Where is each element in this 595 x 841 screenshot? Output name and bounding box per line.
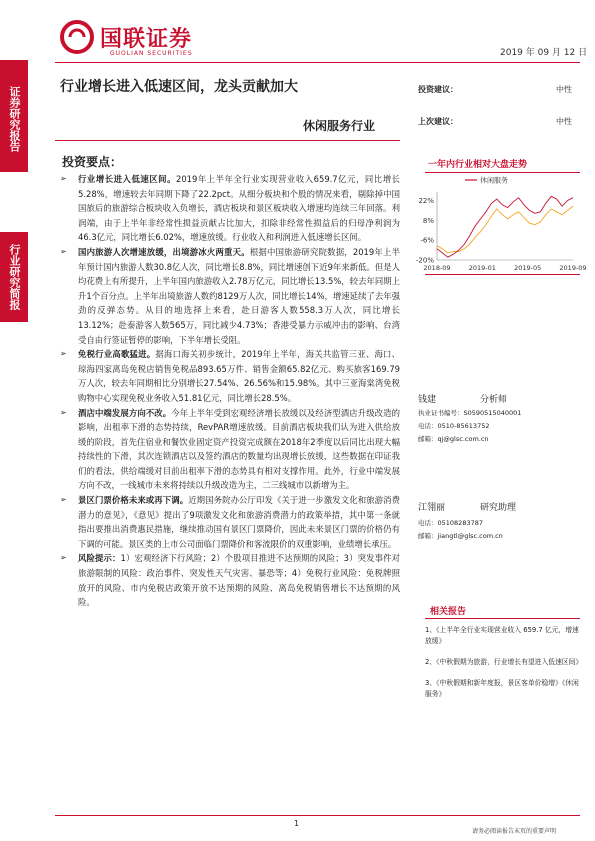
guolian-logo-icon — [60, 20, 94, 54]
arrow-bullet-icon: ➢ — [60, 246, 67, 256]
previous-rating-label: 上次建议： — [418, 117, 458, 126]
paragraph-lead: 免税行业高歌猛进。 — [78, 349, 156, 360]
relative-performance-chart — [405, 172, 587, 277]
related-divider — [425, 618, 580, 619]
chart-y-tick-label: -6% — [420, 236, 434, 245]
paragraph-lead: 国内旅游人次增速放缓，出境游冰火两重天。 — [78, 246, 250, 257]
arrow-bullet-icon: ➢ — [60, 495, 67, 505]
analyst-cert: 执业证书编号：S0590515040001 — [418, 409, 522, 417]
report-body — [58, 172, 400, 610]
report-date: 2019 年 09 月 12 日 — [500, 48, 588, 58]
related-reports-heading: 相关报告 — [430, 607, 467, 617]
paragraph-text: 近期国务院办公厅印发《关于进一步激发文化和旅游消费潜力的意见》，《意见》提出了9项激发文化和旅游消费潜力的政策举措，其中第一条就指出要推出消费惠民措施，继续推动国有景区门票降价，因此未来景区门票的价格仍有下调的可能。景区类的上市公司面临门票降价和客流限价的双重影响，业绩增长承压。 — [78, 495, 401, 549]
paragraph-text: 今年上半年受到宏观经济增长放缓以及经济型酒店升级改造的影响，出租率下滑的态势持续，RevPAR增速放缓。目前酒店板块我们认为进入供给放缓的阶段，首先住宿业和餐饮业固定资产投资完成额在2018年2季度以后同比出现大幅持续性的下滑，其次连锁酒店以及签约酒店的数量均出现增长放缓，这些数据在印证我们的看法，供给端缓对目前出租率下滑的态势具有相对支撑作用。此外，行业中端发展方向不改，一线城市未来将持续以升级改造为主，二三线城市以新增为主。 — [78, 407, 401, 491]
paragraph-text: 根据中国旅游研究院数据，2019年上半年预计国内旅游人数30.8亿人次，同比增长8.8%，同比增速创下近9年来新低。但是人均花费上有所提升，上半年国内旅游收入2.78万亿元，同比增长13.5%，较去年同期上升1个百分点。上半年出境旅游人数约8129万人次，同比增长14%，增速延续了去年强劲的反弹态势。从目的地选择上来看，赴日游客人数558.3万人次，同比增长13.12%；赴泰游客人数565万，同比减少4.73%；香港受暴力示威冲击的影响、台湾受自由行签证暂停的影响，下半年增长受阻。 — [78, 246, 400, 345]
analyst-name: 江翎丽 — [418, 503, 446, 513]
paragraph-text: 据海口海关初步统计，2019年上半年，海关共监管三亚、海口、琼海四家离岛免税店销售免税品893.65万件、销售金额65.82亿元、购买旅客169.79万人次，较去年同期相比分别增长27.54%、26.56%和15.98%。其中三亚海棠湾免税购物中心实现免税业务收入51.81亿元，同比增长28.5%。 — [78, 349, 401, 403]
sidebar-report-type: 证券研究报告 — [0, 60, 28, 172]
chart-series-line — [437, 206, 573, 253]
report-title: 行业增长进入低速区间，龙头贡献加大 — [60, 79, 298, 95]
page-number: 1 — [294, 819, 300, 828]
investment-rating-label: 投资建议： — [418, 85, 458, 94]
title-divider — [55, 140, 400, 141]
analyst-phone: 电话：05108283787 — [418, 519, 483, 527]
paragraph-lead: 风险提示： — [78, 553, 121, 564]
logo-text-cn: 国联证券 — [100, 27, 193, 52]
paragraph-text: 1）宏观经济下行风险；2）个股项目推进不达预期的风险；3）突发事件对旅游限制的风险：政治事件、突发性天气灾害、暴恐等；4）免税行业风险：免税牌照放开的风险、市内免税店政策开放不达预期的风险、离岛免税销售增长不达预期的风险。 — [78, 553, 401, 608]
paragraph-lead: 酒店中端发展方向不改。 — [78, 407, 172, 418]
disclaimer-note: 请务必阅读报告末页的重要声明 — [472, 828, 557, 835]
logo-text-en: GUOLIAN SECURITIES — [110, 50, 193, 57]
industry-name: 休闲服务行业 — [303, 119, 376, 133]
paragraph-tourism — [58, 245, 400, 347]
related-reports-list — [425, 625, 582, 710]
analyst-email[interactable]: 邮箱：qj@glsc.com.cn — [418, 435, 489, 443]
investment-rating-value: 中性 — [556, 85, 572, 94]
previous-rating-value: 中性 — [556, 117, 572, 126]
paragraph-lead: 行业增长进入低速区间。 — [78, 174, 176, 184]
paragraph-lead: 景区门票价格未来或再下调。 — [78, 495, 189, 506]
paragraph-risk — [58, 551, 400, 609]
analyst-name: 钱建 — [418, 395, 437, 405]
key-points-heading: 投资要点： — [62, 155, 123, 169]
chart-y-tick-label: -20% — [415, 256, 434, 265]
header-divider — [55, 62, 580, 63]
arrow-bullet-icon: ➢ — [60, 553, 67, 563]
chart-series-line — [437, 196, 573, 257]
chart-bottom-divider — [425, 274, 580, 275]
analyst-title: 分析师 — [480, 395, 508, 405]
analyst-block-2 — [418, 501, 578, 543]
related-report-item[interactable]: 2、《中秋假期为旅游，行业增长有望进入低速区间》 — [425, 658, 583, 666]
chart-x-tick-label: 2019-09 — [559, 264, 587, 272]
sidebar-report-category: 行业研究简报 — [0, 232, 28, 322]
arrow-bullet-icon: ➢ — [60, 174, 67, 183]
analyst-email[interactable]: 邮箱：jiangtl@glsc.com.cn — [418, 532, 503, 540]
arrow-bullet-icon: ➢ — [60, 349, 67, 359]
paragraph-hotel — [58, 406, 400, 494]
footer-divider — [55, 815, 580, 816]
paragraph-text: 2019年上半年全行业实现营业收入659.7亿元，同比增长5.28%，增速较去年同期下降了22.2pct。从细分板块和个股的情况来看，剔除掉中国国旅后的旅游综合板块收入负增长，酒店板块和景区板块收入增速均连续三年回落。利润端，由于上半年非经常性损益贡献占比加大，扣除非经常性损益后的归母净利润为46.3亿元，同比增长6.02%，增速放缓。行业收入和利润进入低速增长区间。 — [78, 174, 400, 243]
analyst-block-1 — [418, 393, 578, 446]
chart-legend-label: 休闲服务 — [480, 176, 508, 185]
paragraph-growth — [58, 172, 400, 245]
related-report-item[interactable]: 1、《上半年全行业实现营业收入 659.7 亿元，增速放缓》 — [425, 626, 579, 645]
related-report-item[interactable]: 3、《中秋假期和新年度报，景区客单价稳增》《休闲服务》 — [425, 679, 579, 698]
paragraph-scenic — [58, 493, 400, 551]
chart-title: 一年内行业相对大盘走势 — [428, 160, 528, 170]
chart-y-tick-label: 22% — [418, 197, 434, 205]
paragraph-dutyfree — [58, 347, 400, 405]
arrow-bullet-icon: ➢ — [60, 407, 67, 417]
chart-y-tick-label: 8% — [422, 216, 434, 225]
chart-x-tick-label: 2018-09 — [423, 264, 451, 272]
chart-x-tick-label: 2019-01 — [468, 264, 496, 272]
chart-x-tick-label: 2019-05 — [514, 264, 542, 272]
analyst-title: 研究助理 — [480, 503, 517, 513]
analyst-phone: 电话：0510-85613752 — [418, 422, 490, 430]
